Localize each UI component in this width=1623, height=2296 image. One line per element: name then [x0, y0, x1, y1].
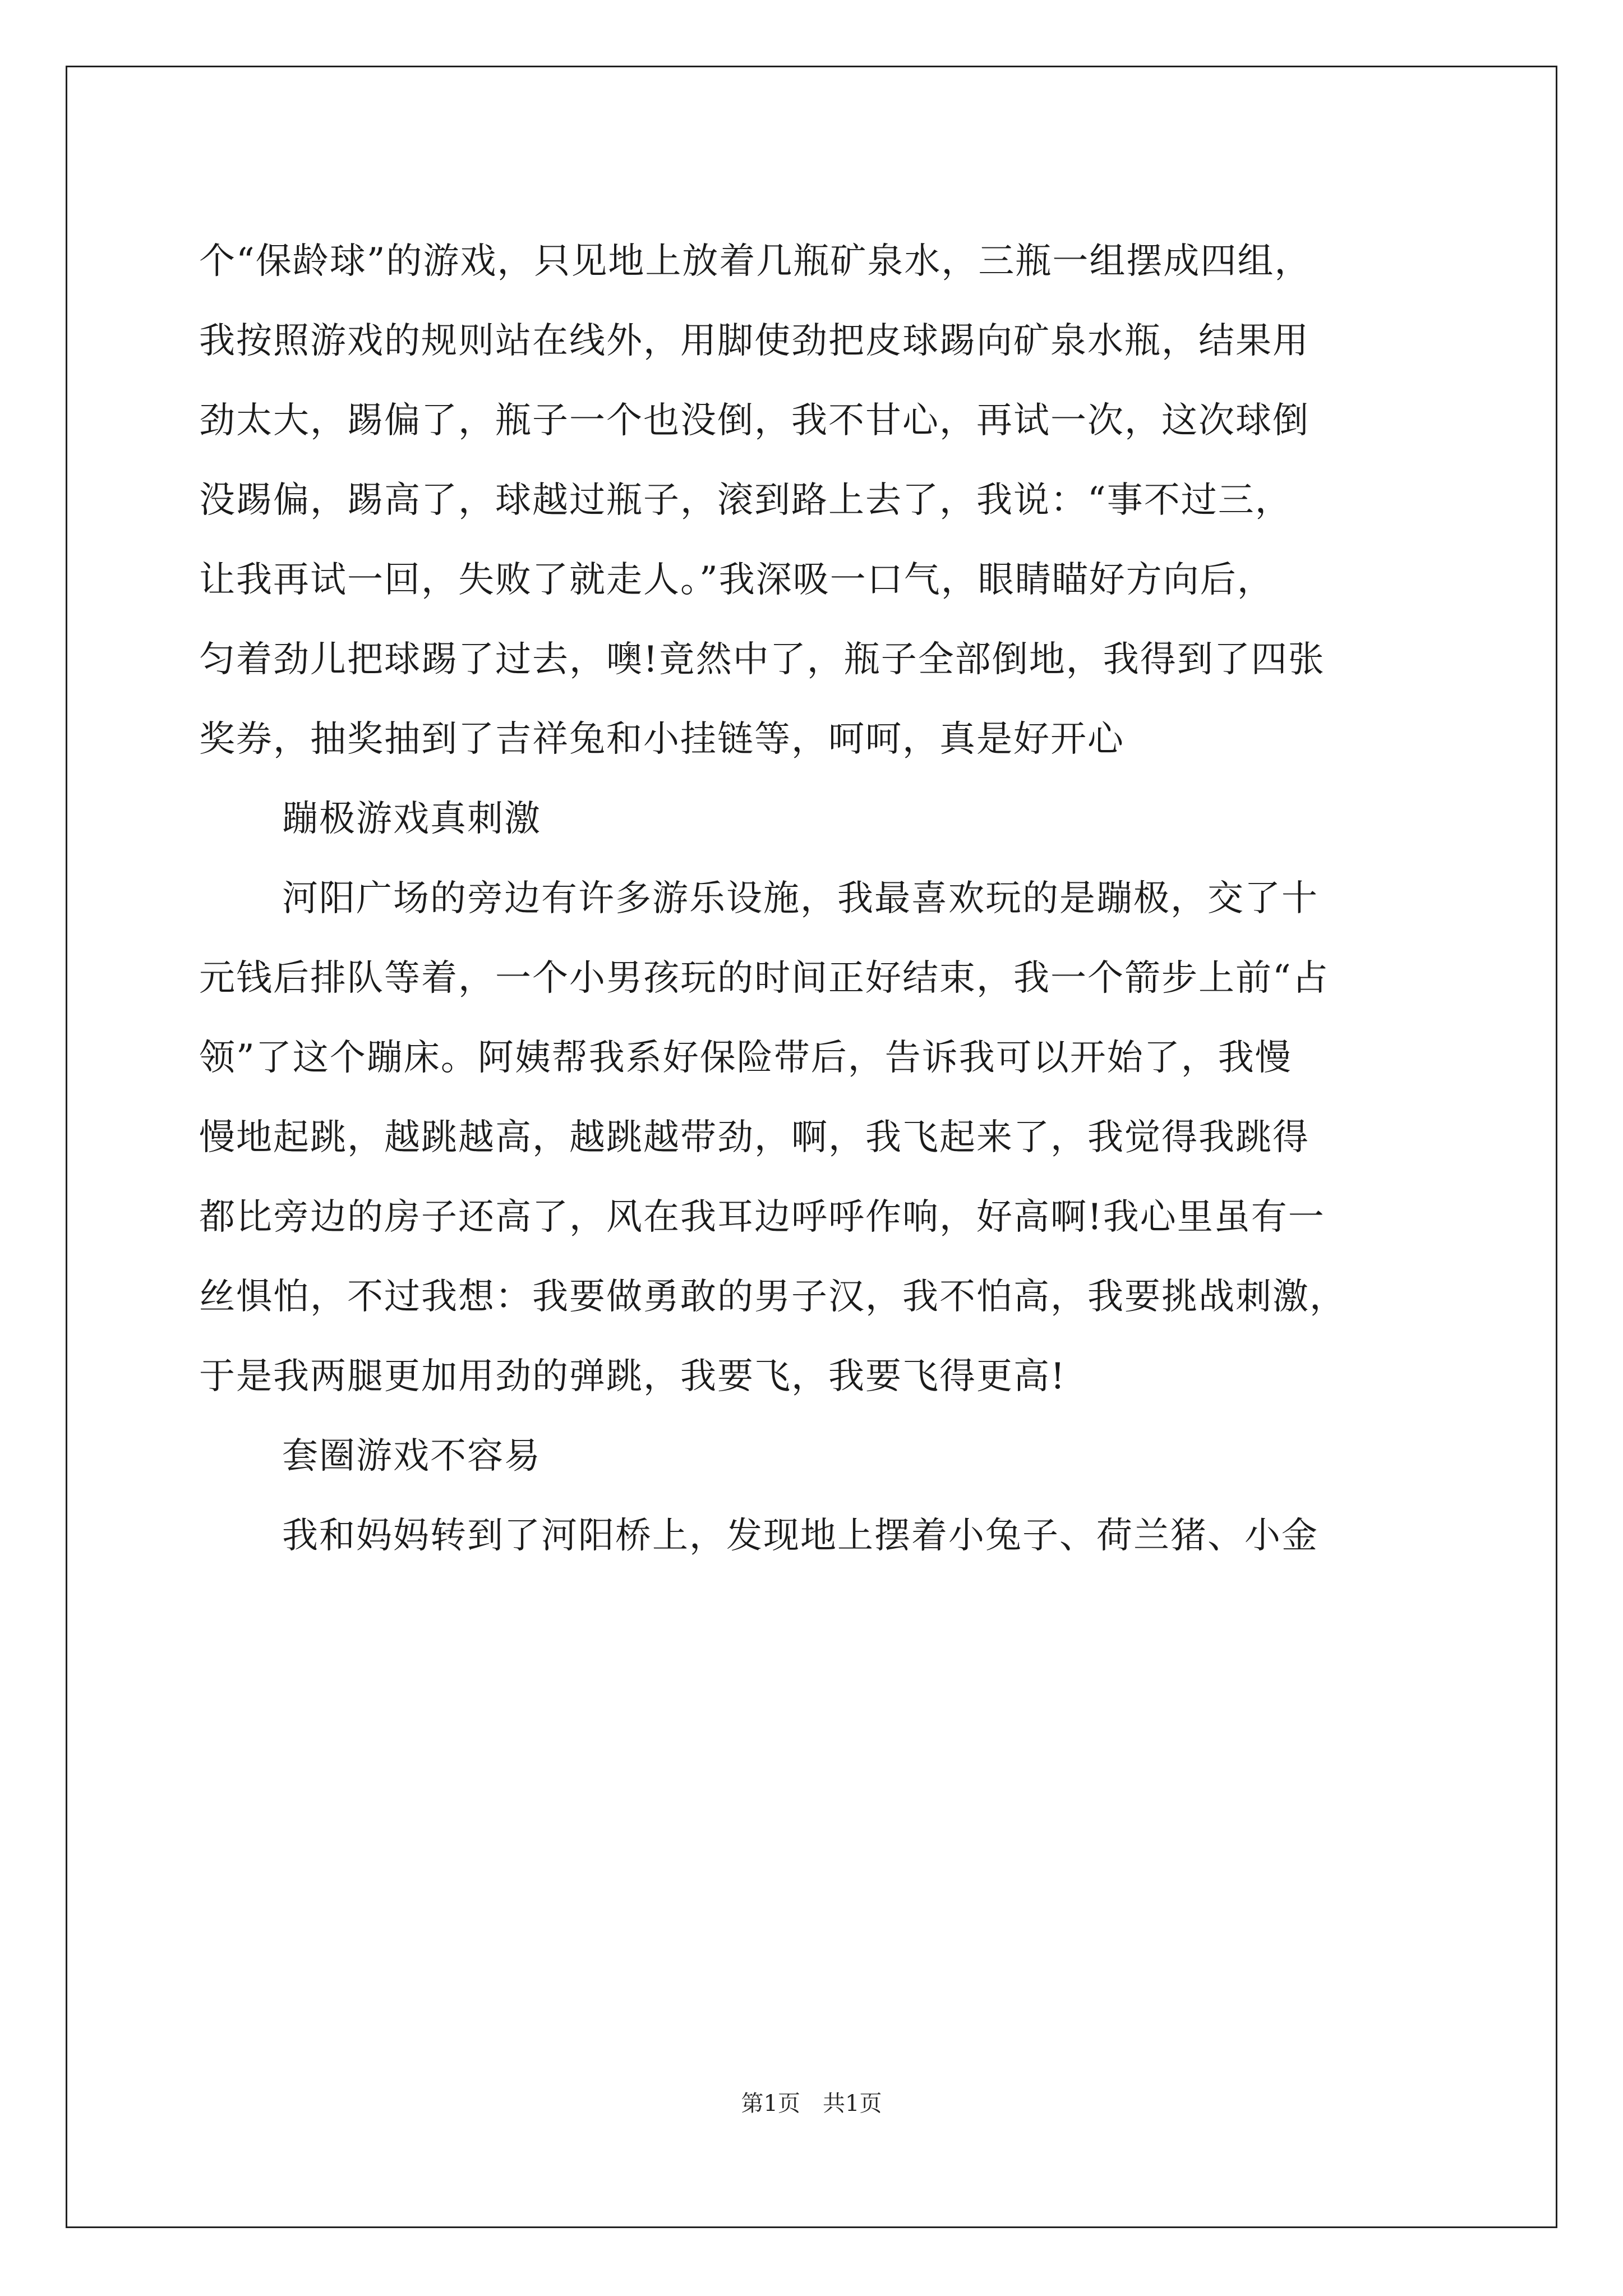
page-total: 共1页 [823, 2091, 882, 2116]
text-line: 慢地起跳，越跳越高，越跳越带劲，啊，我飞起来了，我觉得我跳得 [199, 1117, 1310, 1158]
page-number: 第1页 [741, 2091, 800, 2116]
section-heading: 蹦极游戏真刺激 [282, 798, 541, 840]
text-line: 我按照游戏的规则站在线外，用脚使劲把皮球踢向矿泉水瓶，结果用 [199, 320, 1310, 362]
text-line: 我和妈妈转到了河阳桥上，发现地上摆着小兔子、荷兰猪、小金 [282, 1515, 1318, 1557]
text-line: 劲太大，踢偏了，瓶子一个也没倒，我不甘心，再试一次，这次球倒 [199, 400, 1310, 441]
text-line: 于是我两腿更加用劲的弹跳，我要飞，我要飞得更高! [199, 1356, 1066, 1397]
text-line: 匀着劲儿把球踢了过去，噢!竟然中了，瓶子全部倒地，我得到了四张 [199, 639, 1325, 680]
text-line: 领”了这个蹦床。阿姨帮我系好保险带后，告诉我可以开始了，我慢 [199, 1037, 1292, 1079]
page-footer [0, 2087, 1623, 2120]
text-line: 元钱后排队等着，一个小男孩玩的时间正好结束，我一个箭步上前“占 [199, 958, 1329, 999]
document-body [199, 222, 1455, 1576]
text-line: 奖券，抽奖抽到了吉祥兔和小挂链等，呵呵，真是好开心 [199, 719, 1124, 760]
text-line: 都比旁边的房子还高了，风在我耳边呼呼作响，好高啊!我心里虽有一 [199, 1197, 1325, 1238]
section-heading: 套圈游戏不容易 [282, 1435, 541, 1477]
text-line: 让我再试一回，失败了就走人。”我深吸一口气，眼睛瞄好方向后， [199, 559, 1274, 601]
text-line: 个“保龄球”的游戏，只见地上放着几瓶矿泉水，三瓶一组摆成四组， [199, 241, 1312, 282]
text-line: 丝惧怕，不过我想：我要做勇敢的男子汉，我不怕高，我要挑战刺激， [199, 1276, 1347, 1318]
text-line: 没踢偏，踢高了，球越过瓶子，滚到路上去了，我说：“事不过三， [199, 480, 1292, 521]
text-line: 河阳广场的旁边有许多游乐设施，我最喜欢玩的是蹦极，交了十 [282, 878, 1318, 919]
